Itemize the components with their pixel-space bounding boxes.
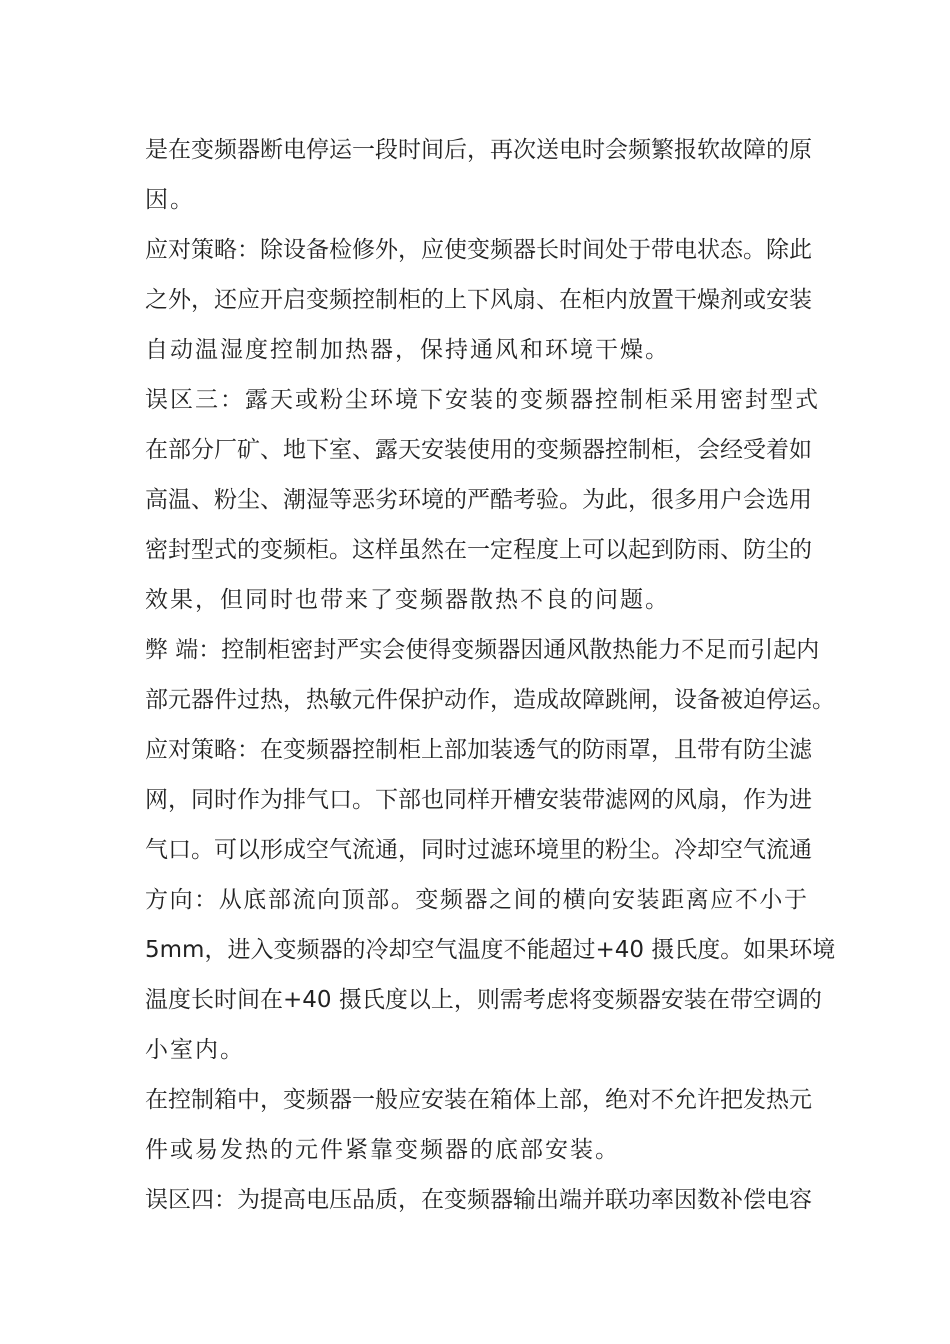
- paragraph: [145, 1075, 812, 1175]
- paragraph: [145, 625, 835, 725]
- document-page: [145, 125, 836, 1225]
- paragraph: [145, 725, 836, 1075]
- text-line: 网，同时作为排气口。下部也同样开槽安装带滤网的风扇，作为进: [145, 787, 812, 813]
- text-line: 件或易发热的元件紧靠变频器的底部安装。: [145, 1137, 620, 1163]
- text-line: 弊 端：控制柜密封严实会使得变频器因通风散热能力不足而引起内: [145, 637, 820, 663]
- text-line: 5mm，进入变频器的冷却空气温度不能超过+40 摄氏度。如果环境: [145, 937, 836, 963]
- text-line: 气口。可以形成空气流通，同时过滤环境里的粉尘。冷却空气流通: [145, 837, 812, 863]
- text-line: 方向：从底部流向顶部。变频器之间的横向安装距离应不小于: [145, 887, 807, 913]
- text-line: 温度长时间在+40 摄氏度以上，则需考虑将变频器安装在带空调的: [145, 987, 822, 1013]
- text-line: 在部分厂矿、地下室、露天安装使用的变频器控制柜，会经受着如: [145, 437, 812, 463]
- text-line: 效果，但同时也带来了变频器散热不良的问题。: [145, 587, 670, 613]
- text-line: 误区四：为提高电压品质，在变频器输出端并联功率因数补偿电容: [145, 1187, 812, 1213]
- paragraph: [145, 125, 812, 225]
- text-line: 部元器件过热，热敏元件保护动作，造成故障跳闸，设备被迫停运。: [145, 687, 835, 713]
- text-line: 自动温湿度控制加热器，保持通风和环境干燥。: [145, 337, 670, 363]
- text-line: 密封型式的变频柜。这样虽然在一定程度上可以起到防雨、防尘的: [145, 537, 812, 563]
- text-line: 高温、粉尘、潮湿等恶劣环境的严酷考验。为此，很多用户会选用: [145, 487, 812, 513]
- paragraph: [145, 225, 812, 375]
- text-line: 在控制箱中，变频器一般应安装在箱体上部，绝对不允许把发热元: [145, 1087, 812, 1113]
- text-line: 小室内。: [145, 1037, 245, 1063]
- paragraph: [145, 1175, 812, 1225]
- paragraph: [145, 425, 812, 625]
- text-line: 应对策略：除设备检修外，应使变频器长时间处于带电状态。除此: [145, 237, 812, 263]
- text-line: 误区三：露天或粉尘环境下安装的变频器控制柜采用密封型式: [145, 387, 820, 413]
- text-line: 是在变频器断电停运一段时间后，再次送电时会频繁报软故障的原: [145, 137, 812, 163]
- text-line: 之外，还应开启变频控制柜的上下风扇、在柜内放置干燥剂或安装: [145, 287, 812, 313]
- paragraph: [145, 375, 820, 425]
- text-line: 应对策略：在变频器控制柜上部加装透气的防雨罩，且带有防尘滤: [145, 737, 812, 763]
- text-line: 因。: [145, 187, 195, 213]
